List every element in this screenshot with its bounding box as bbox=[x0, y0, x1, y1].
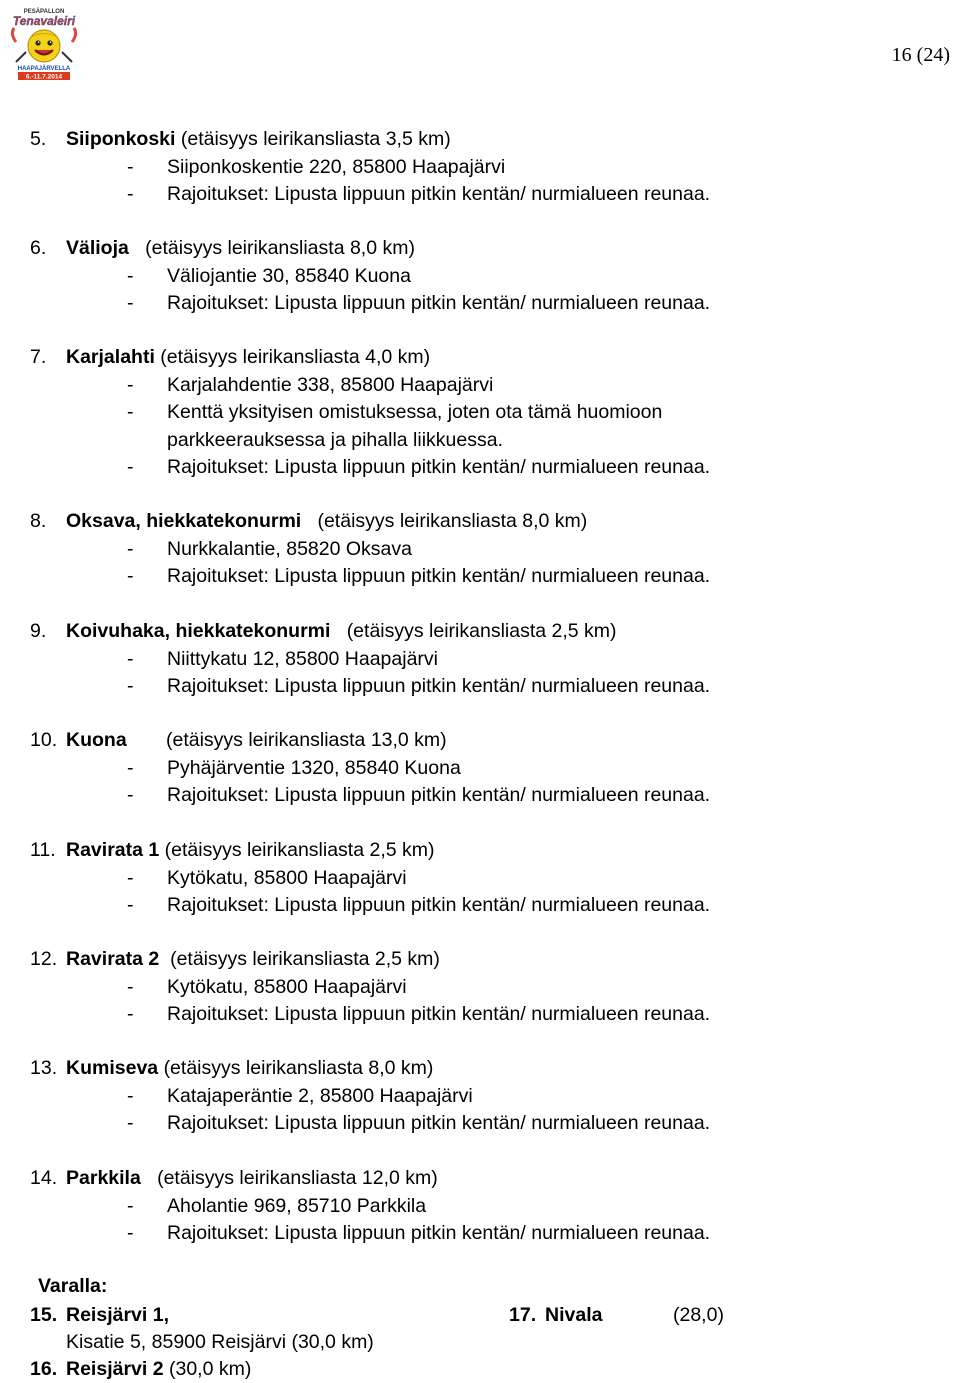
field-restrictions: Rajoitukset: Lipusta lippuun pitkin kentän/ nurmialueen reunaa. bbox=[167, 675, 711, 697]
logo-main-text: Tenavaleiri bbox=[12, 14, 76, 28]
field-restrictions: Rajoitukset: Lipusta lippuun pitkin kentän/ nurmialueen reunaa. bbox=[167, 1003, 711, 1025]
field-name: Karjalahti bbox=[66, 346, 155, 368]
field-name: Ravirata 1 bbox=[66, 839, 160, 861]
entry-number: 8. bbox=[30, 510, 47, 532]
field-distance: (etäisyys leirikansliasta 8,0 km) bbox=[145, 237, 415, 259]
logo-graphic bbox=[6, 6, 82, 80]
field-restrictions: Rajoitukset: Lipusta lippuun pitkin kentän/ nurmialueen reunaa. bbox=[167, 565, 711, 587]
field-name: Koivuhaka, hiekkatekonurmi bbox=[66, 620, 331, 642]
tenavaleiri-logo bbox=[6, 6, 82, 80]
entry-number: 11. bbox=[30, 839, 56, 861]
field-address: Katajaperäntie 2, 85800 Haapajärvi bbox=[167, 1085, 473, 1107]
field-note-continued: parkkeerauksessa ja pihalla liikkuessa. bbox=[167, 429, 504, 451]
reserve-16-entry bbox=[66, 1355, 251, 1383]
field-note: Kenttä yksityisen omistuksessa, joten ota tämä huomioon bbox=[167, 401, 663, 423]
entry-number: 14. bbox=[30, 1167, 58, 1189]
field-address: Siiponkoskentie 220, 85800 Haapajärvi bbox=[167, 156, 506, 178]
field-restrictions: Rajoitukset: Lipusta lippuun pitkin kentän/ nurmialueen reunaa. bbox=[167, 1112, 711, 1134]
field-address: Karjalahdentie 338, 85800 Haapajärvi bbox=[167, 374, 494, 396]
field-name: Siiponkoski bbox=[66, 128, 176, 150]
field-address: Kytökatu, 85800 Haapajärvi bbox=[167, 867, 407, 889]
logo-dates: 6.-11.7.2014 bbox=[25, 73, 63, 80]
field-name: Välioja bbox=[66, 237, 129, 259]
reserve-16-number: 16. bbox=[30, 1358, 58, 1380]
reserve-15-address: Kisatie 5, 85900 Reisjärvi (30,0 km) bbox=[66, 1331, 374, 1353]
field-restrictions: Rajoitukset: Lipusta lippuun pitkin kentän/ nurmialueen reunaa. bbox=[167, 292, 711, 314]
entry-number: 5. bbox=[30, 128, 47, 150]
page-number: 16 (24) bbox=[891, 44, 950, 66]
field-name: Kuona bbox=[66, 729, 127, 751]
entry-number: 7. bbox=[30, 346, 47, 368]
entry-number: 9. bbox=[30, 620, 47, 642]
field-distance: (etäisyys leirikansliasta 2,5 km) bbox=[164, 839, 435, 861]
field-restrictions: Rajoitukset: Lipusta lippuun pitkin kentän/ nurmialueen reunaa. bbox=[167, 784, 711, 806]
reserve-17-distance: (28,0) bbox=[673, 1304, 724, 1326]
reserve-16-name: Reisjärvi 2 bbox=[66, 1358, 164, 1380]
logo-bottom-text: HAAPAJÄRVELLA bbox=[17, 66, 71, 72]
field-distance: (etäisyys leirikansliasta 2,5 km) bbox=[170, 948, 440, 970]
field-restrictions: Rajoitukset: Lipusta lippuun pitkin kentän/ nurmialueen reunaa. bbox=[167, 894, 711, 916]
entry-number: 13. bbox=[30, 1057, 58, 1079]
reserve-17-number: 17. bbox=[509, 1304, 537, 1326]
field-address: Nurkkalantie, 85820 Oksava bbox=[167, 538, 412, 560]
entry-number: 10. bbox=[30, 729, 58, 751]
field-address: Pyhäjärventie 1320, 85840 Kuona bbox=[167, 757, 461, 779]
reserve-heading: Varalla: bbox=[38, 1275, 108, 1297]
reserve-15-number: 15. bbox=[30, 1304, 58, 1326]
field-distance: (etäisyys leirikansliasta 2,5 km) bbox=[346, 620, 617, 642]
field-name: Parkkila bbox=[66, 1167, 141, 1189]
field-distance: (etäisyys leirikansliasta 4,0 km) bbox=[160, 346, 431, 368]
field-name: Oksava, hiekkatekonurmi bbox=[66, 510, 302, 532]
field-address: Kytökatu, 85800 Haapajärvi bbox=[167, 976, 407, 998]
field-distance: (etäisyys leirikansliasta 13,0 km) bbox=[166, 729, 447, 751]
field-name: Ravirata 2 bbox=[66, 948, 160, 970]
logo-top-text: PESÄPALLON bbox=[23, 9, 65, 15]
entry-number: 6. bbox=[30, 237, 47, 259]
field-restrictions: Rajoitukset: Lipusta lippuun pitkin kentän/ nurmialueen reunaa. bbox=[167, 456, 711, 478]
field-restrictions: Rajoitukset: Lipusta lippuun pitkin kentän/ nurmialueen reunaa. bbox=[167, 1222, 711, 1244]
reserve-15-name: Reisjärvi 1, bbox=[66, 1304, 169, 1326]
field-address: Väliojantie 30, 85840 Kuona bbox=[167, 265, 411, 287]
reserve-16-distance: (30,0 km) bbox=[169, 1358, 252, 1380]
reserve-17-name: Nivala bbox=[545, 1304, 603, 1326]
field-name: Kumiseva bbox=[66, 1057, 159, 1079]
field-restrictions: Rajoitukset: Lipusta lippuun pitkin kentän/ nurmialueen reunaa. bbox=[167, 183, 711, 205]
field-address: Aholantie 969, 85710 Parkkila bbox=[167, 1195, 427, 1217]
field-distance: (etäisyys leirikansliasta 8,0 km) bbox=[163, 1057, 434, 1079]
field-distance: (etäisyys leirikansliasta 8,0 km) bbox=[317, 510, 588, 532]
entry-number: 12. bbox=[30, 948, 58, 970]
field-distance: (etäisyys leirikansliasta 3,5 km) bbox=[180, 128, 451, 150]
field-distance: (etäisyys leirikansliasta 12,0 km) bbox=[157, 1167, 438, 1189]
field-address: Niittykatu 12, 85800 Haapajärvi bbox=[167, 648, 438, 670]
